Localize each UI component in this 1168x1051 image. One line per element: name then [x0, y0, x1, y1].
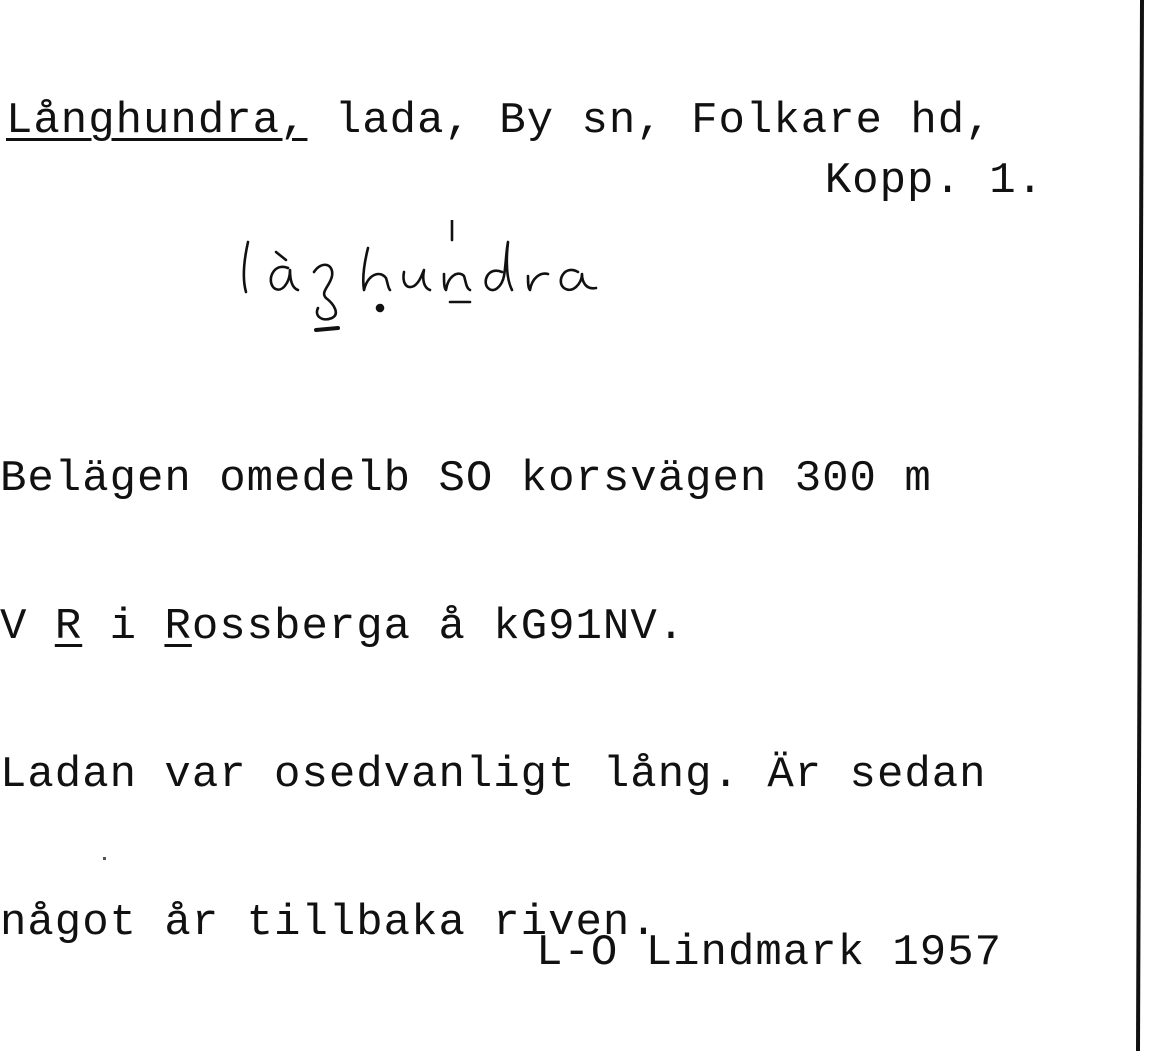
- underlined-r-1: R: [54, 602, 83, 652]
- body-line-1: Belägen omedelb SO korsvägen 300 m: [0, 454, 932, 504]
- header-details: lada, By sn, Folkare hd,: [307, 96, 993, 146]
- signature-line: L-O Lindmark 1957: [536, 928, 1002, 978]
- body-line-4: något år tillbaka riven.: [0, 898, 658, 948]
- body-line-2-start: V: [0, 602, 55, 652]
- place-name: Långhundra,: [6, 96, 308, 146]
- body-line-2-middle: i: [82, 602, 165, 652]
- card-edge-line: [1136, 0, 1144, 1051]
- card-header-line-1: [6, 96, 993, 146]
- underlined-r-2: R: [164, 602, 192, 652]
- card-header-line-2: Kopp. 1.: [824, 156, 1044, 206]
- handwritten-pronunciation: [230, 220, 650, 340]
- body-line-2: [0, 602, 987, 650]
- body-line-2-end: ossberga å kG91NV.: [191, 602, 686, 652]
- body-line-3: Ladan var osedvanligt lång. Är sedan: [0, 750, 987, 800]
- scan-speck: [103, 857, 106, 860]
